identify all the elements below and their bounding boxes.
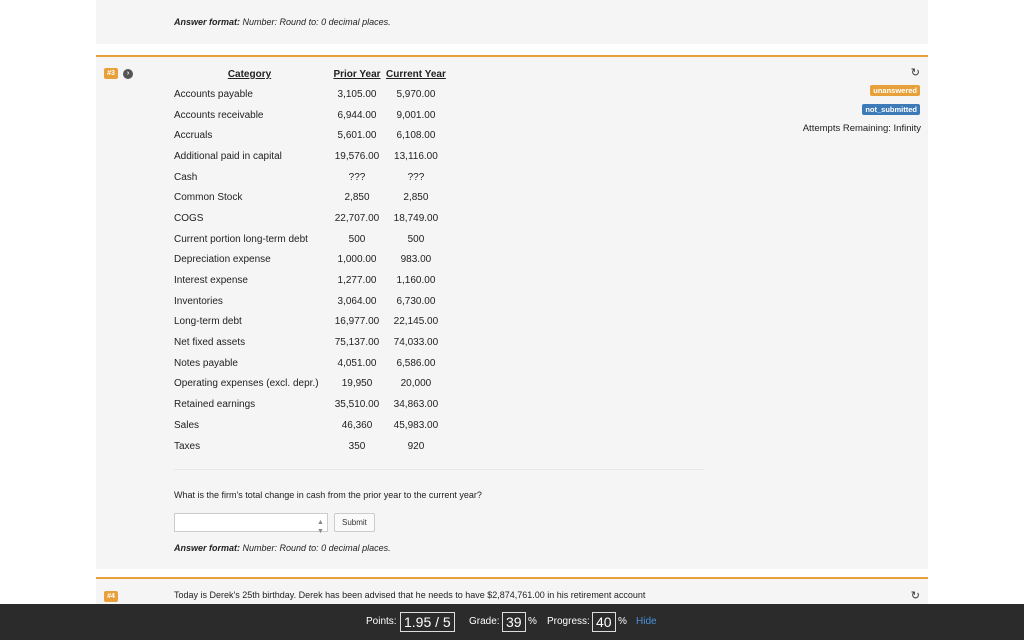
prior-year-cell: 75,137.00 [334,337,380,349]
table-row [170,332,447,353]
table-row [170,125,447,146]
grade-value: 39 [502,612,526,632]
table-row [170,146,447,167]
question-number-badge: #3 [104,68,118,79]
table-row [170,84,447,105]
prior-year-cell: 35,510.00 [334,399,380,411]
current-year-cell: 74,033.00 [393,337,439,349]
question-3-card [96,55,928,569]
progress-label: Progress: [547,616,590,627]
prior-year-cell: 500 [348,233,366,245]
refresh-icon[interactable]: ↻ [910,67,920,79]
prior-year-cell: 350 [348,440,366,452]
current-year-cell: 6,586.00 [396,357,436,369]
current-year-cell: 20,000 [400,378,432,390]
column-header-current-year: Current Year [386,69,446,80]
prior-year-cell: 22,707.00 [334,212,380,224]
current-year-cell: 5,970.00 [396,88,436,100]
category-cell: Current portion long-term debt [174,233,308,245]
category-cell: Accounts payable [174,88,253,100]
current-year-cell: 13,116.00 [394,150,438,162]
category-cell: Long-term debt [174,316,242,328]
answer-format-note: Answer format: Number: Round to: 0 decimal places. [174,17,391,27]
previous-question-card [96,0,928,44]
category-cell: Net fixed assets [174,337,246,349]
current-year-cell: 920 [407,440,425,452]
table-row [170,312,447,333]
current-year-cell: 45,983.00 [393,419,439,431]
current-year-cell: 983.00 [400,254,432,266]
current-year-cell: 1,160.00 [396,275,436,287]
prior-year-cell: 5,601.00 [337,130,377,142]
table-row [170,436,447,457]
table-row [170,105,447,126]
current-year-cell: 6,730.00 [396,295,436,307]
current-year-cell: 18,749.00 [393,212,439,224]
question-text: Today is Derek's 25th birthday. Derek has been advised that he needs to have $2,874,761.00 in his retirement account [174,590,646,600]
column-header-prior-year: Prior Year [333,69,381,80]
table-row [170,187,447,208]
category-cell: Inventories [174,295,223,307]
table-row [170,291,447,312]
category-cell: Depreciation expense [174,254,271,266]
points-value: 1.95 / 5 [400,612,455,632]
question-text: What is the firm's total change in cash from the prior year to the current year? [174,490,482,500]
table-row [170,250,447,271]
prior-year-cell: ??? [348,171,366,183]
category-cell: Additional paid in capital [174,150,282,162]
table-row [170,374,447,395]
attempts-remaining: Attempts Remaining: Infinity [802,123,921,134]
category-cell: Common Stock [174,192,243,204]
category-cell: Accounts receivable [174,109,264,121]
column-header-category: Category [227,69,272,80]
info-icon[interactable]: › [123,69,133,79]
status-badge-not-submitted: not_submitted [862,104,920,115]
current-year-cell: 6,108.00 [396,130,436,142]
grade-label: Grade: [469,616,500,627]
prior-year-cell: 1,000.00 [337,254,377,266]
category-cell: COGS [174,212,204,224]
prior-year-cell: 3,064.00 [337,295,377,307]
prior-year-cell: 6,944.00 [337,109,377,121]
prior-year-cell: 2,850 [344,192,370,204]
prior-year-cell: 1,277.00 [337,275,377,287]
current-year-cell: 2,850 [403,192,429,204]
category-cell: Notes payable [174,357,238,369]
prior-year-cell: 3,105.00 [337,88,377,100]
category-cell: Operating expenses (excl. depr.) [174,378,319,390]
section-divider [174,469,704,470]
current-year-cell: ??? [407,171,425,183]
grade-unit: % [528,616,537,627]
category-cell: Accruals [174,130,213,142]
answer-format-note: Answer format: Number: Round to: 0 decimal places. [174,543,391,553]
prior-year-cell: 19,576.00 [334,150,380,162]
progress-unit: % [618,616,627,627]
prior-year-cell: 16,977.00 [334,316,380,328]
spinner-arrows-icon[interactable]: ▲ ▼ [317,519,324,535]
table-row [170,353,447,374]
category-cell: Taxes [174,440,201,452]
table-row [170,394,447,415]
prior-year-cell: 4,051.00 [337,357,377,369]
current-year-cell: 34,863.00 [393,399,439,411]
current-year-cell: 22,145.00 [393,316,439,328]
score-footer-bar [0,604,1024,640]
prior-year-cell: 46,360 [341,419,373,431]
table-row [170,208,447,229]
answer-input[interactable] [174,513,328,532]
financial-data-table [170,65,447,456]
table-row [170,415,447,436]
status-badge-unanswered: unanswered [870,85,920,96]
current-year-cell: 500 [407,233,425,245]
refresh-icon[interactable]: ↻ [910,590,920,602]
table-row [170,167,447,188]
submit-button[interactable]: Submit [334,513,375,532]
points-label: Points: [366,616,397,627]
progress-value: 40 [592,612,616,632]
category-cell: Retained earnings [174,399,256,411]
table-row [170,229,447,250]
category-cell: Cash [174,171,198,183]
question-number-badge: #4 [104,591,118,602]
category-cell: Interest expense [174,275,248,287]
prior-year-cell: 19,950 [341,378,373,390]
table-row [170,270,447,291]
category-cell: Sales [174,419,200,431]
current-year-cell: 9,001.00 [396,109,436,121]
hide-link[interactable]: Hide [636,616,657,627]
